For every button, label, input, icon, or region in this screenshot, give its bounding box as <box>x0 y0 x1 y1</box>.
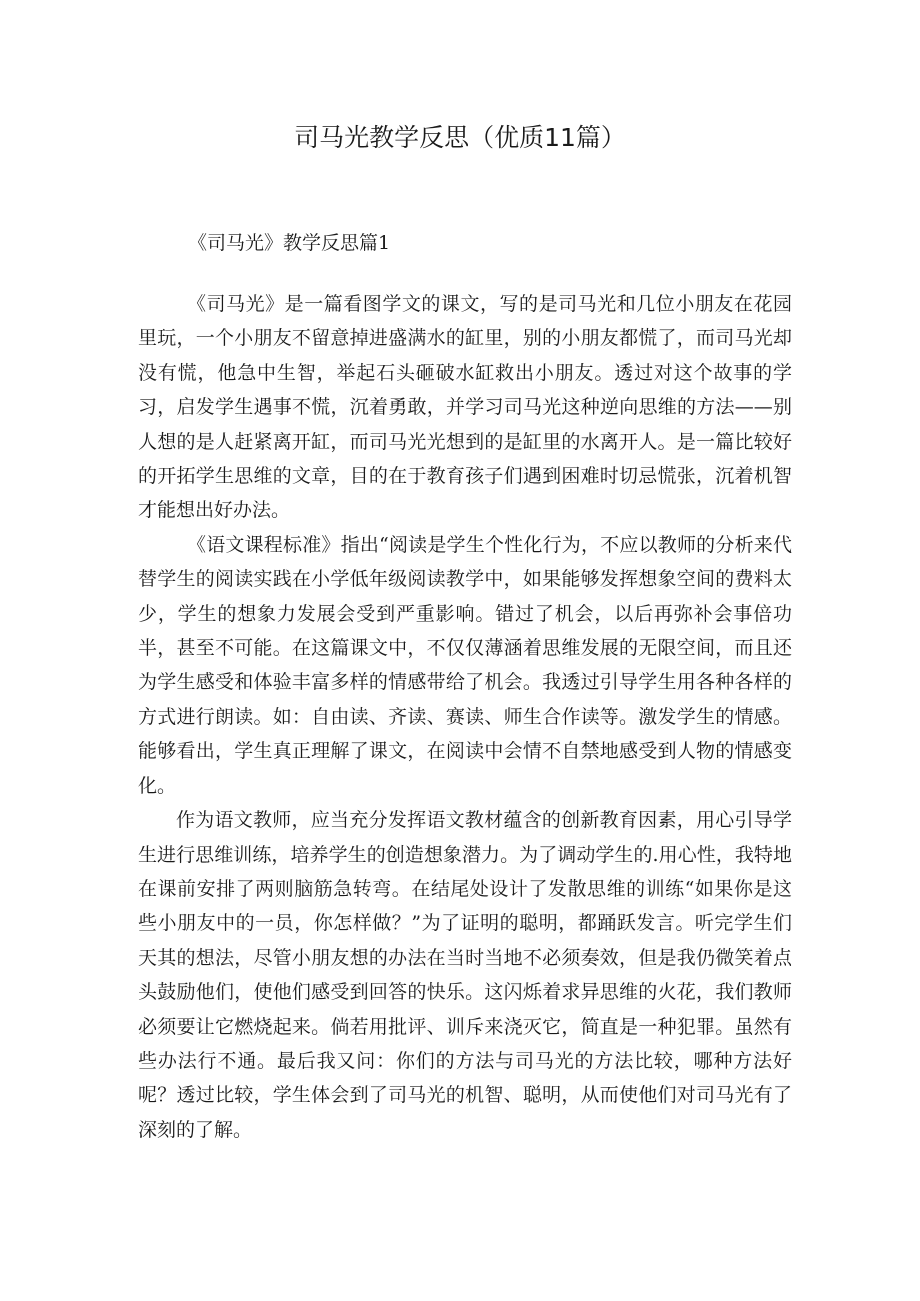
document-title: 司马光教学反思（优质11篇） <box>294 123 626 152</box>
paragraph: 作为语文教师，应当充分发挥语文教材蕴含的创新教育因素，用心引导学生进行思维训练，培养学生的创造想象潜力。为了调动学生的.用心性，我特地在课前安排了两则脑筋急转弯。在结尾处设计了发散思维的训练“如果你是这些小朋友中的一员，你怎样做？”为了证明的聪明，都踊跃发言。听完学生们天其的想法，尽管小朋友想的办法在当时当地不必须奏效，但是我仍微笑着点头鼓励他们，使他们感受到回答的快乐。这闪烁着求异思维的火花，我们教师必须要让它燃烧起来。倘若用批评、训斥来浇灭它，简直是一种犯罪。虽然有些办法行不通。最后我又问：你们的方法与司马光的方法比较，哪种方法好呢？透过比较，学生体会到了司马光的机智、聪明，从而使他们对司马光有了深刻的了解。 <box>138 809 792 1141</box>
paragraph: 《语文课程标准》指出“阅读是学生个性化行为，不应以教师的分析来代替学生的阅读实践在小学低年级阅读教学中，如果能够发挥想象空间的费料太少，学生的想象力发展会受到严重影响。错过了机会，以后再弥补会事倍功半，甚至不可能。在这篇课文中，不仅仅薄涵着思维发展的无限空间，而且还为学生感受和体验丰富多样的情感带给了机会。我透过引导学生用各种各样的方式进行朗读。如：自由读、齐读、赛读、师生合作读等。激发学生的情感。能够看出，学生真正理解了课文，在阅读中会情不自禁地感受到人物的情感变化。 <box>138 533 792 797</box>
document-body <box>138 287 792 1147</box>
paragraph: 《司马光》是一篇看图学文的课文，写的是司马光和几位小朋友在花园里玩，一个小朋友不留意掉进盛满水的缸里，别的小朋友都慌了，而司马光却没有慌，他急中生智，举起石头砸破水缸救出小朋友。透过对这个故事的学习，启发学生遇事不慌，沉着勇敢，并学习司马光这种逆向思维的方法——别人想的是人赶紧离开缸，而司马光光想到的是缸里的水离开人。是一篇比较好的开拓学生思维的文章，目的在于教育孩子们遇到困难时切忌慌张，沉着机智才能想出好办法。 <box>138 293 792 522</box>
section-heading: 《司马光》教学反思篇1 <box>188 232 391 254</box>
